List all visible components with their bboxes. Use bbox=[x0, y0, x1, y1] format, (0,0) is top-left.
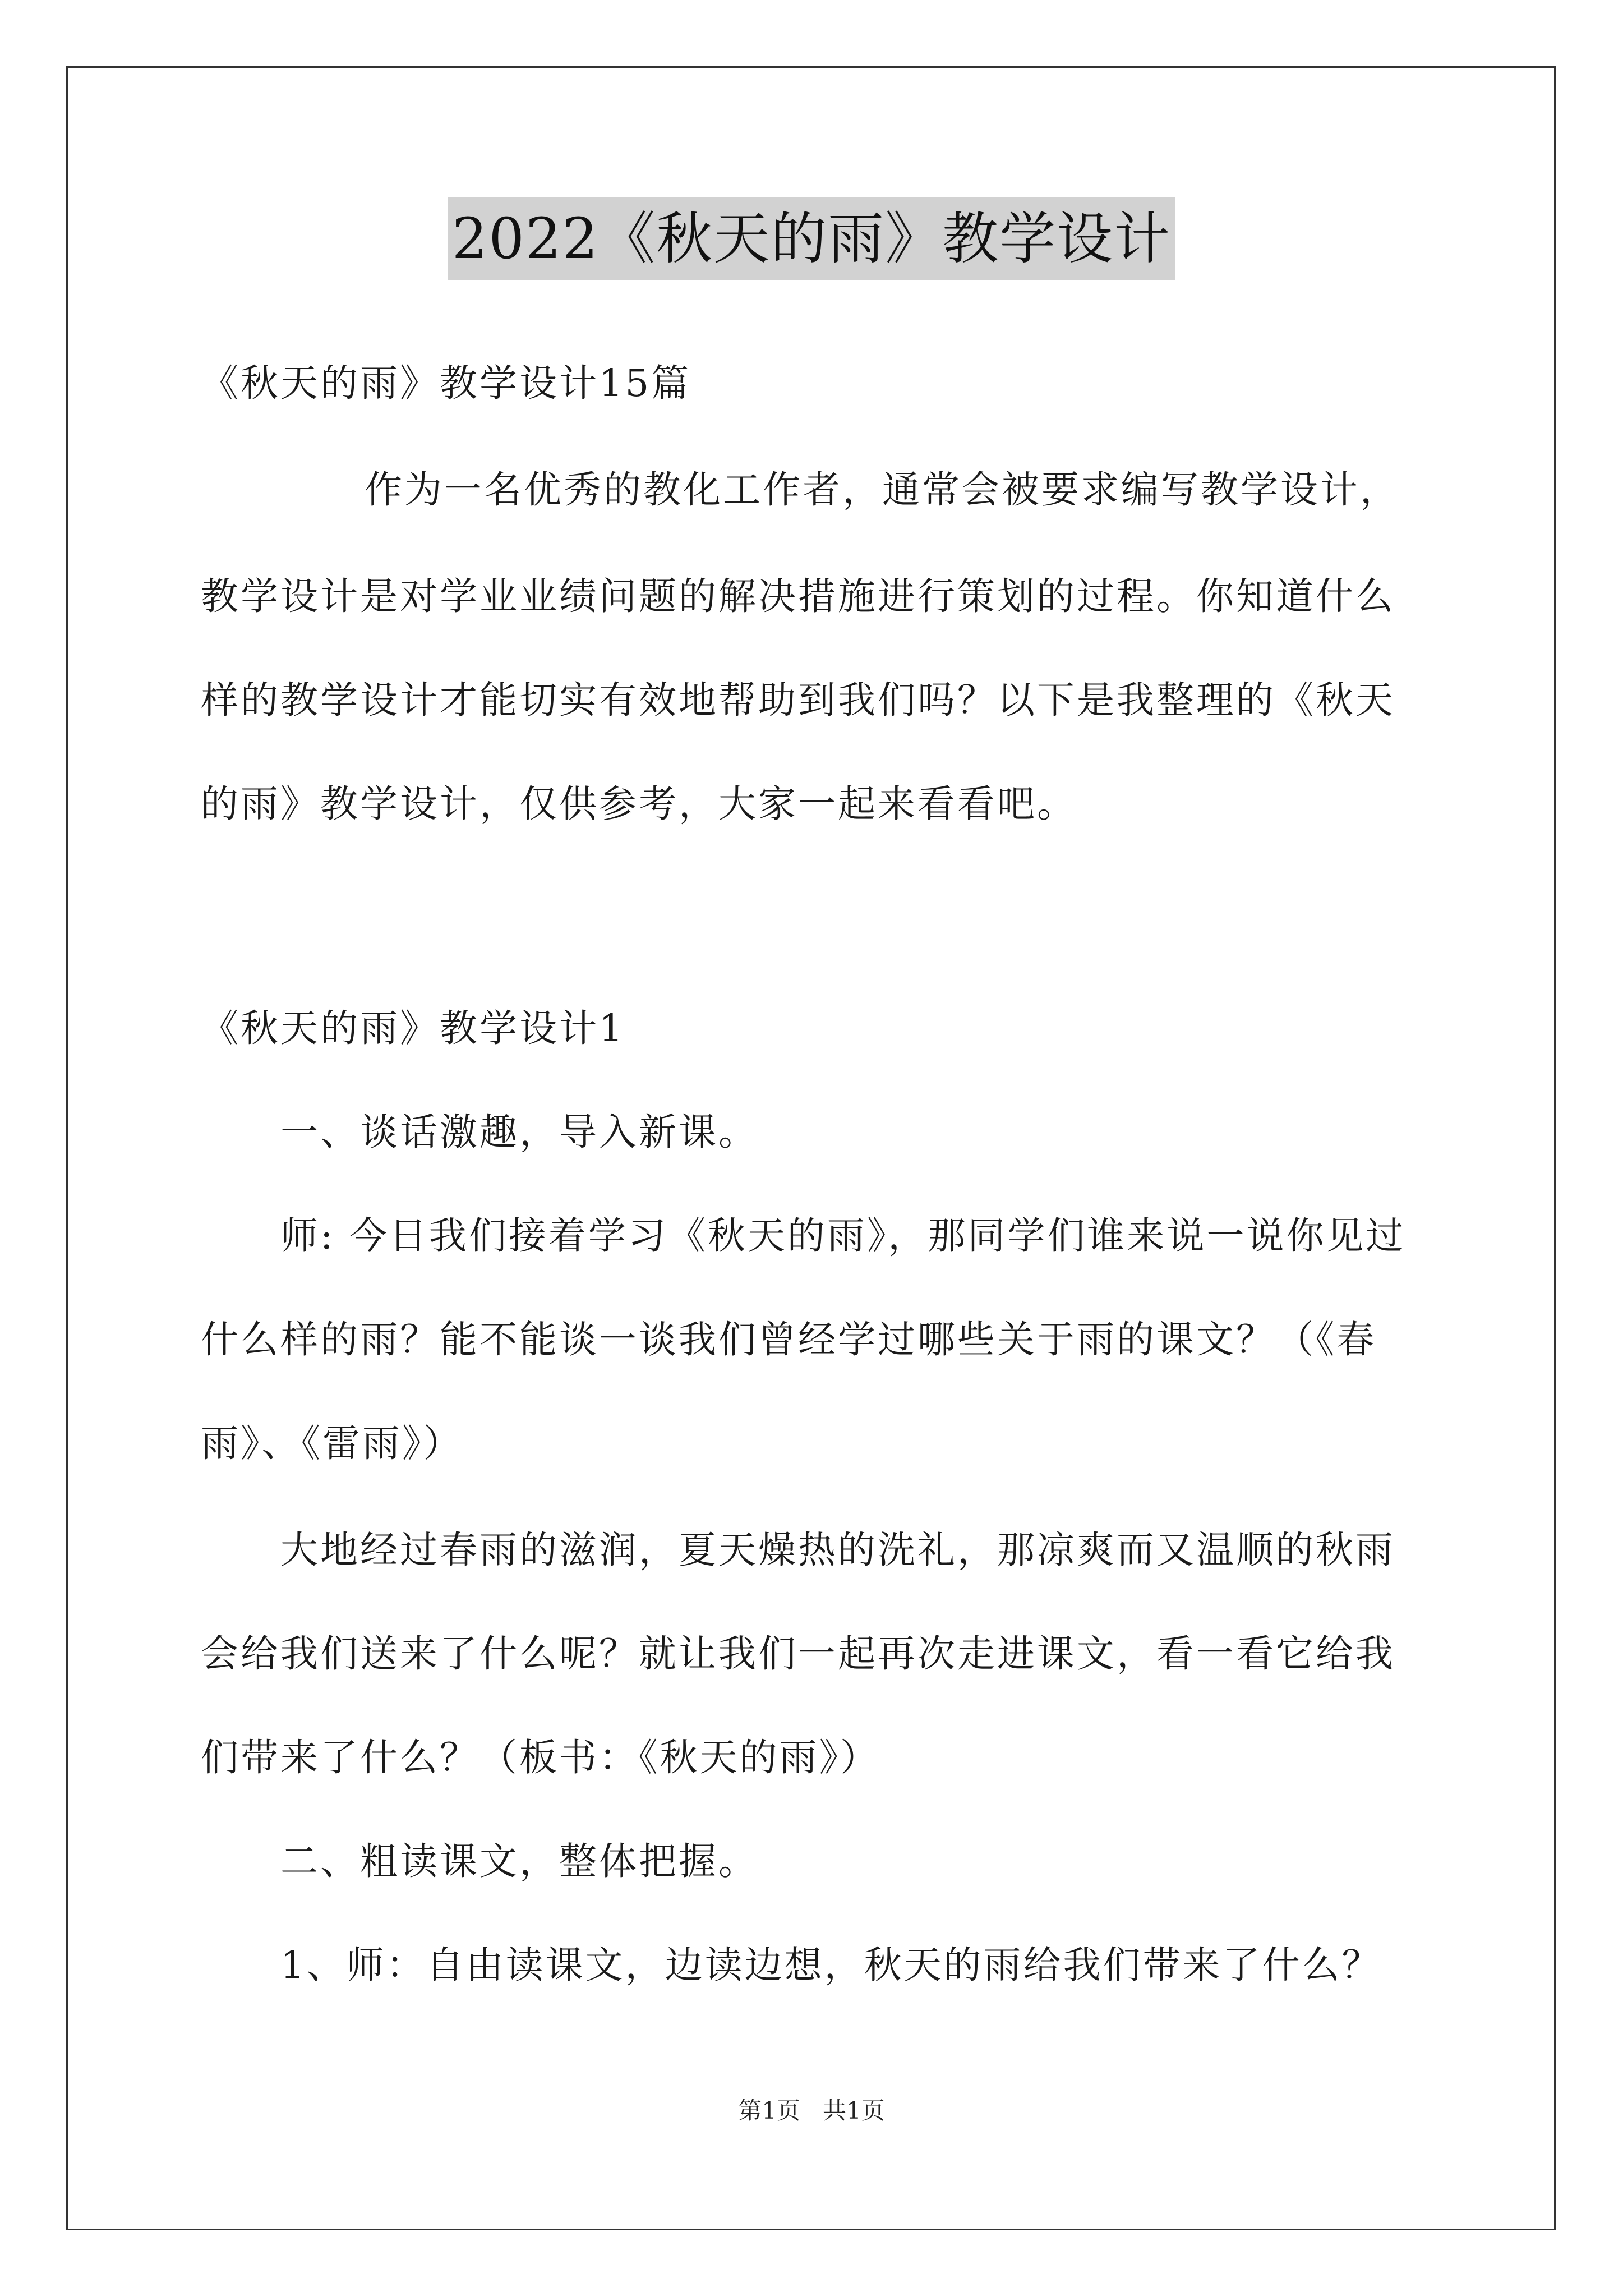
title-wrap bbox=[0, 197, 1623, 280]
intro-line-1: 作为一名优秀的教化工作者，通常会被要求编写教学设计， bbox=[365, 468, 1400, 512]
body-line-6: 会给我们送来了什么呢？就让我们一起再次走进课文，看一看它给我 bbox=[201, 1632, 1395, 1676]
body-line-4: 雨》、《雷雨》） bbox=[201, 1421, 463, 1465]
body-line-1: 一、谈话激趣，导入新课。 bbox=[280, 1110, 758, 1154]
document-title: 2022《秋天的雨》教学设计 bbox=[448, 197, 1176, 280]
intro-line-4: 的雨》教学设计，仅供参考，大家一起来看看吧。 bbox=[201, 782, 1077, 826]
intro-line-3: 样的教学设计才能切实有效地帮助到我们吗？以下是我整理的《秋天 bbox=[201, 678, 1395, 722]
section-heading: 《秋天的雨》教学设计1 bbox=[201, 1006, 625, 1050]
document-subtitle: 《秋天的雨》教学设计15篇 bbox=[201, 361, 691, 405]
body-line-3: 什么样的雨？能不能谈一谈我们曾经学过哪些关于雨的课文？（《春 bbox=[201, 1318, 1377, 1361]
body-line-8: 二、粗读课文，整体把握。 bbox=[280, 1839, 758, 1883]
body-line-5: 大地经过春雨的滋润，夏天燥热的洗礼，那凉爽而又温顺的秋雨 bbox=[280, 1528, 1395, 1572]
body-line-7: 们带来了什么？（板书：《秋天的雨》） bbox=[201, 1736, 880, 1779]
body-line-9: 1、师：自由读课文，边读边想，秋天的雨给我们带来了什么？ bbox=[280, 1943, 1382, 1987]
intro-line-2: 教学设计是对学业业绩问题的解决措施进行策划的过程。你知道什么 bbox=[201, 574, 1395, 618]
page-footer: 第1页 共1页 bbox=[738, 2097, 885, 2124]
body-line-2: 师: 今日我们接着学习《秋天的雨》，那同学们谁来说一说你见过 bbox=[280, 1214, 1406, 1258]
